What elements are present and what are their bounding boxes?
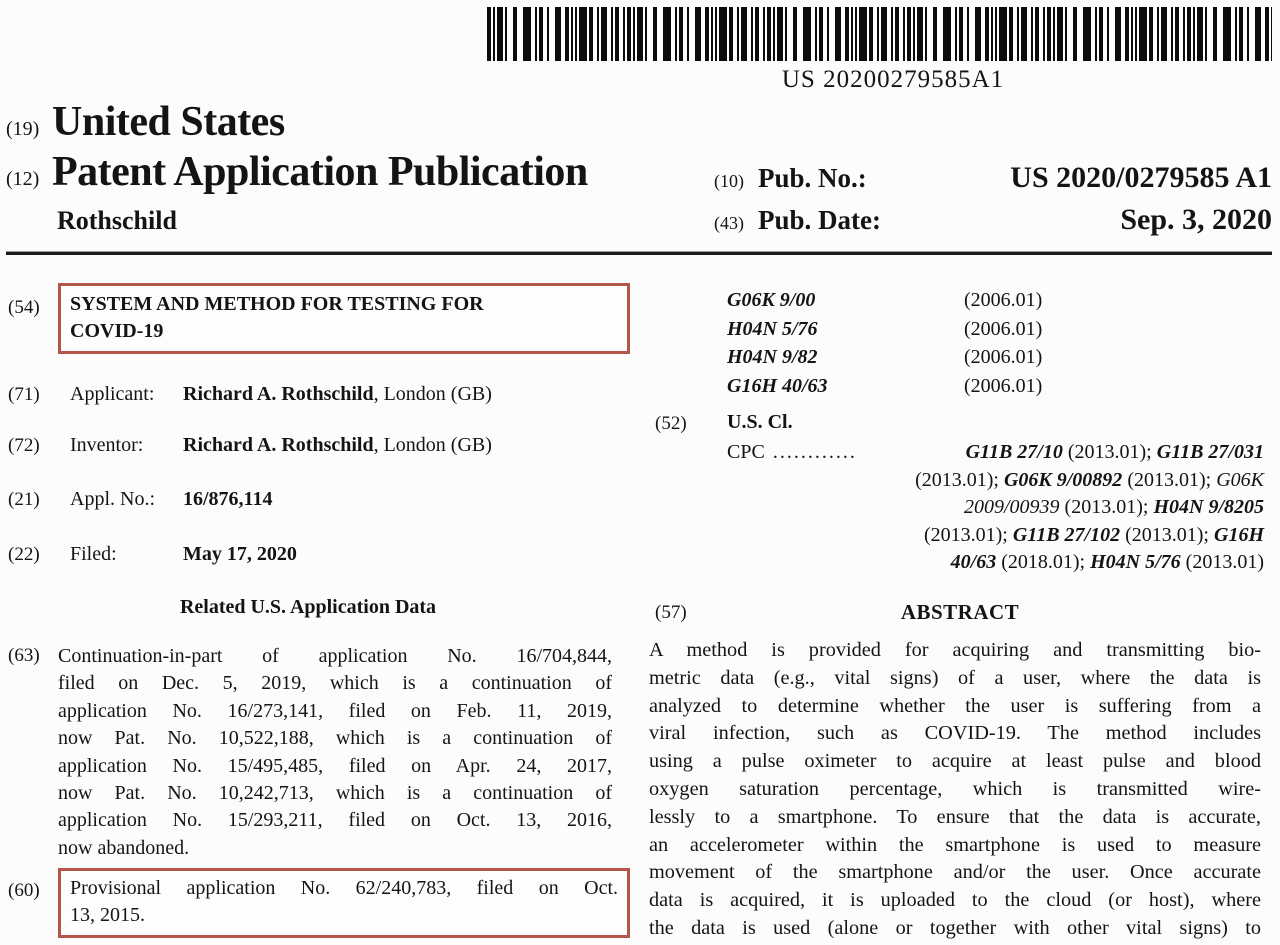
- text-line: Provisional application No. 62/240,783, filed on Oct.: [70, 877, 618, 899]
- cpc-line: [727, 549, 1264, 577]
- title-highlight-box: [58, 283, 630, 354]
- cpc-segment: 40/63: [950, 551, 997, 574]
- applicant-location: , London (GB): [373, 383, 492, 405]
- applicant-label: Applicant:: [70, 383, 155, 405]
- kind-code-43: (43): [714, 213, 744, 233]
- int-cl-code: H04N 5/76: [727, 317, 818, 340]
- barcode: [487, 7, 1272, 61]
- related-data-heading: Related U.S. Application Data: [179, 596, 437, 618]
- cpc-segment: G11B 27/102: [1012, 523, 1121, 546]
- text-line: 13, 2015.: [70, 904, 145, 927]
- int-cl-code: G06K 9/00: [727, 289, 816, 311]
- kind-code-12: (12): [6, 168, 40, 190]
- text-line: viral infection, such as COVID-19. The method includes: [649, 722, 1261, 745]
- field-57-number: (57): [655, 602, 687, 623]
- cpc-line-right: [966, 439, 1264, 467]
- publication-type: Patent Application Publication: [52, 149, 588, 195]
- cpc-segment: (2013.01);: [1059, 496, 1154, 519]
- inventor-label: Inventor:: [70, 434, 144, 456]
- country-name: United States: [52, 99, 285, 145]
- header-country-row: [6, 98, 666, 146]
- cpc-segment: H04N 9/8205: [1153, 496, 1264, 519]
- cpc-classification-block: [727, 439, 1264, 577]
- abstract-paragraph: [649, 637, 1261, 943]
- text-line: data is acquired, it is uploaded to the cloud (or host), where: [649, 889, 1261, 912]
- applicant-row: [8, 383, 620, 406]
- kind-code-19: (19): [6, 118, 40, 140]
- cpc-segment: CPC: [727, 441, 765, 463]
- text-line: lessly to a smartphone. To ensure that the data is accurate,: [649, 805, 1261, 828]
- header-type-row: [6, 148, 706, 196]
- field-63-number: (63): [8, 645, 40, 666]
- field-21-number: (21): [8, 489, 40, 510]
- application-number-row: [8, 488, 620, 511]
- int-cl-row: [648, 346, 1272, 375]
- int-cl-version: (2006.01): [964, 375, 1043, 398]
- int-cl-code: G16H 40/63: [727, 375, 828, 398]
- int-cl-version: (2006.01): [964, 289, 1043, 311]
- applicant-name: Richard A. Rothschild: [183, 383, 374, 405]
- text-line: oxygen saturation percentage, which is transmitted wire-: [649, 777, 1261, 800]
- filed-label: Filed:: [70, 543, 117, 565]
- cpc-line: [727, 522, 1264, 550]
- text-line: Continuation-in-part of application No. 16/704,844,: [58, 645, 612, 667]
- cpc-segment: 2009/00939: [963, 496, 1060, 519]
- barcode-label: US 20200279585A1: [781, 66, 1005, 93]
- text-line: analyzed to determine whether the user is suffering from a: [649, 694, 1261, 717]
- int-cl-row: [648, 375, 1272, 404]
- int-cl-version: (2006.01): [964, 317, 1043, 340]
- pub-no-label: Pub. No.:: [758, 163, 867, 193]
- cpc-segment: G11B 27/10: [965, 441, 1063, 463]
- text-line: now Pat. No. 10,522,188, which is a continuation of: [58, 727, 612, 750]
- cpc-segment: G06K: [1216, 468, 1264, 491]
- cpc-line-left: [727, 439, 857, 467]
- appl-no-value: 16/876,114: [183, 488, 273, 510]
- cpc-line: [727, 439, 1264, 467]
- abstract-heading: ABSTRACT: [900, 600, 1020, 624]
- text-line: application No. 15/293,211, filed on Oct. 13, 2016,: [58, 809, 612, 832]
- kind-code-10: (10): [714, 171, 744, 191]
- cpc-segment: (2013.01): [1180, 551, 1264, 574]
- cpc-line: [727, 467, 1264, 495]
- text-line: application No. 15/495,485, filed on Apr. 24, 2017,: [58, 754, 612, 777]
- int-cl-row: [648, 289, 1272, 318]
- text-line: metric data (e.g., vital signs) of a user, where the data is: [649, 666, 1261, 689]
- header-divider-rule: [6, 251, 1272, 255]
- text-line: an accelerometer within the smartphone is used to measure: [649, 833, 1261, 856]
- filed-value: May 17, 2020: [183, 543, 297, 565]
- us-cl-label: U.S. Cl.: [727, 411, 793, 433]
- appl-no-label: Appl. No.:: [70, 488, 155, 510]
- cpc-segment: (2013.01);: [915, 468, 1004, 491]
- provisional-highlight-box: [58, 868, 630, 938]
- field-72-number: (72): [8, 435, 40, 456]
- text-line: using a pulse oximeter to acquire at least pulse and blood: [649, 750, 1261, 773]
- int-cl-list: [648, 289, 1272, 404]
- applicant-value: [183, 383, 492, 406]
- pub-date-label: Pub. Date:: [758, 205, 881, 235]
- cpc-segment: ............: [772, 441, 857, 463]
- field-71-number: (71): [8, 384, 40, 405]
- filed-row: [8, 543, 620, 566]
- inventor-row: [8, 434, 620, 457]
- continuation-paragraph: [58, 643, 612, 862]
- cpc-segment: (2013.01);: [923, 523, 1013, 546]
- pub-date-row: [714, 203, 1272, 237]
- inventor-value: [183, 434, 492, 457]
- field-54-number: (54): [8, 297, 40, 318]
- text-line: the data is used (alone or together with other vital signs) to: [649, 916, 1261, 939]
- field-60-number: (60): [8, 880, 40, 901]
- cpc-segment: G16H: [1214, 523, 1264, 546]
- inventor-location: , London (GB): [373, 434, 492, 456]
- field-22-number: (22): [8, 544, 40, 565]
- text-line: filed on Dec. 5, 2019, which is a continuation of: [58, 672, 612, 695]
- text-line: COVID-19: [70, 320, 164, 342]
- text-line: SYSTEM AND METHOD FOR TESTING FOR: [70, 293, 484, 315]
- cpc-segment: (2013.01);: [1122, 468, 1217, 491]
- pub-no-value: US 2020/0279585 A1: [1010, 161, 1272, 194]
- text-line: A method is provided for acquiring and transmitting bio-: [649, 639, 1261, 661]
- text-line: movement of the smartphone and/or the user. Once accurate: [649, 861, 1261, 884]
- cpc-segment: G11B 27/031: [1156, 441, 1264, 463]
- cpc-segment: (2013.01);: [1120, 523, 1214, 546]
- cpc-segment: (2013.01);: [1062, 441, 1157, 463]
- int-cl-row: [648, 318, 1272, 347]
- text-line: now abandoned.: [58, 836, 190, 859]
- int-cl-code: H04N 9/82: [727, 346, 818, 369]
- inventor-surname: Rothschild: [57, 206, 177, 235]
- cpc-line: [727, 494, 1264, 522]
- pub-no-row: [714, 161, 1272, 195]
- text-line: now Pat. No. 10,242,713, which is a continuation of: [58, 782, 612, 805]
- text-line: application No. 16/273,141, filed on Feb. 11, 2019,: [58, 699, 612, 722]
- cpc-segment: H04N 5/76: [1090, 551, 1181, 574]
- cpc-segment: G06K 9/00892: [1003, 468, 1123, 491]
- cpc-segment: (2018.01);: [996, 551, 1091, 574]
- inventor-name: Richard A. Rothschild: [183, 434, 374, 456]
- pub-date-value: Sep. 3, 2020: [1120, 203, 1272, 236]
- int-cl-version: (2006.01): [964, 346, 1043, 369]
- field-52-number: (52): [655, 413, 687, 434]
